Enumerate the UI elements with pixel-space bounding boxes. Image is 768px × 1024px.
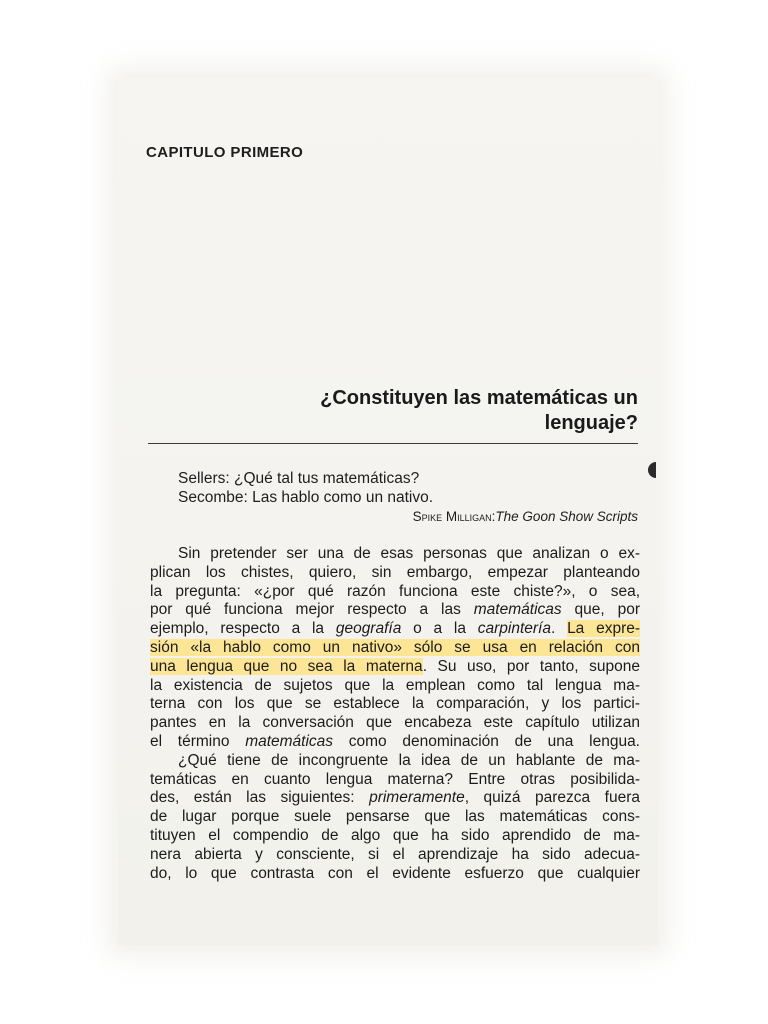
title-divider [148,443,638,444]
highlighted-text: sión «la hablo como un nativo» sólo se usa en relación con [150,638,640,656]
chapter-label: CAPITULO PRIMERO [146,144,304,161]
chapter-title [200,386,638,436]
text-line: Sin pretender ser una de esas personas que analizan o ex- [178,545,640,562]
text-line: una lengua que no sea la materna. Su uso, por tanto, supone [150,657,640,675]
text-line: terna con los que se establece la comparación, y los partici- [150,695,640,713]
text-line: ejemplo, respecto a la geografía o a la carpintería. La expre- [150,620,640,638]
text-line: el término matemáticas como denominación de una lengua. [150,732,640,750]
epigraph-line-2: Secombe: Las hablo como un nativo. [178,489,434,506]
highlighted-text: una lengua que no sea la materna [150,657,423,675]
text-line: por qué funciona mejor respecto a las matemáticas que, por [150,601,640,619]
text-line: tituyen el compendio de algo que ha sido aprendido de ma- [150,826,640,844]
text-line [150,639,640,658]
text-line: nera abierta y consciente, si el aprendizaje ha sido adecua- [150,845,640,863]
text-line: des, están las siguientes: primeramente, quizá parezca fuera [150,789,640,807]
text-line: plican los chistes, quiero, sin embargo, empezar planteando [150,563,640,581]
attribution-author: Spike Milligan: [412,509,496,524]
text-line: ¿Qué tiene de incongruente la idea de un hablante de ma- [178,751,640,769]
text-line: pantes en la conversación que encabeza este capítulo utilizan [150,714,640,732]
chapter-title-line-1: ¿Constituyen las matemáticas un [320,387,638,409]
body-text [150,545,640,883]
text-line: temáticas en cuanto lengua materna? Entre otras posibilida- [150,770,640,788]
epigraph [178,469,638,526]
text-line: la existencia de sujetos que la emplean como tal lengua ma- [150,676,640,694]
text-line: la pregunta: «¿por qué razón funciona este chiste?», o sea, [150,582,640,600]
chapter-title-line-2: lenguaje? [544,412,638,434]
epigraph-attribution [178,507,638,526]
highlighted-text: La expre- [567,620,640,638]
text-line: do, lo que contrasta con el evidente esfuerzo que cualquier [150,864,640,882]
text-line: de lugar porque suele pensarse que las matemáticas cons- [150,808,640,826]
epigraph-line-1: Sellers: ¿Qué tal tus matemáticas? [178,470,420,487]
attribution-work: The Goon Show Scripts [495,509,638,524]
